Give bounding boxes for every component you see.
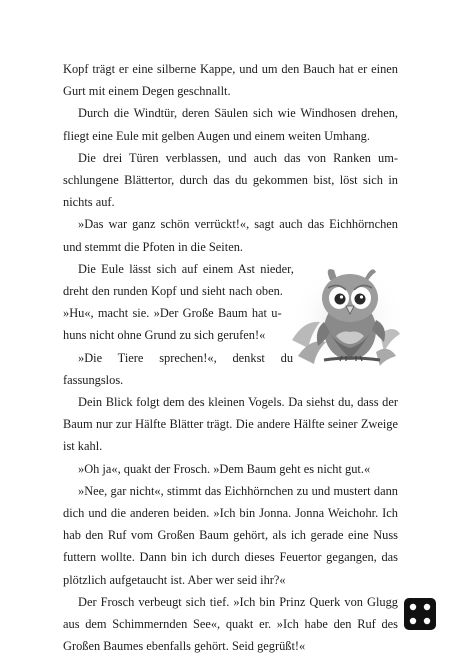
paragraph-2: Durch die Windtür, deren Säulen sich wie Windhosen drehen, fliegt eine Eule mit gelben Augen und einem weiten Umhang. bbox=[63, 106, 398, 143]
paragraph-1: Kopf trägt er eine silberne Kappe, und um den Bauch hat er einen Gurt mit einem Degen geschnallt. bbox=[63, 62, 398, 99]
paragraph-4: »Das war ganz schön verrückt!«, sagt auch das Eichhörnchen und stemmt die Pfoten in die Seiten. bbox=[63, 217, 398, 254]
paragraph-7: Dein Blick folgt dem des kleinen Vogels. Da siehst du, dass der Baum nur zur Hälfte Blätter trägt. Die andere Hälfte seiner Zweige ist kahl. bbox=[63, 395, 398, 454]
dice-four-icon bbox=[403, 597, 437, 631]
paragraph-3: Die drei Türen verblassen, und auch das von Ranken umschlungene Blättertor, durch das du gekommen bist, löst sich in nichts auf. bbox=[63, 150, 398, 210]
paragraph-8: »Oh ja«, quakt der Frosch. »Dem Baum geht es nicht gut.« bbox=[78, 461, 371, 476]
owl-illustration-icon bbox=[284, 260, 402, 370]
story-text bbox=[63, 58, 398, 657]
paragraph-9: »Nee, gar nicht«, stimmt das Eichhörnchen zu und mustert dann dich und die anderen beiden. »Ich bin Jonna. Jonna Weichohr. Ich hab den Ruf vom Großen Baum gehört, als ich gerade eine Nuss futtern wollte. Dann bin ich durch dieses Feuertor gegangen, das plötzlich aufgetaucht ist. Aber wer seid ihr?« bbox=[63, 483, 398, 587]
paragraph-10: Der Frosch verbeugt sich tief. »Ich bin Prinz Querk von Glugg aus dem Schimmernden See«, quakt er. »Ich habe den Ruf des Großen Baumes ebenfalls gehört. Seid gegrüßt!« bbox=[63, 594, 398, 654]
paragraph-5: Die Eule lässt sich auf einem Ast nieder, dreht den runden Kopf und sieht nach oben. »Hu«, macht sie. »Der Große Baum hat uhuns nicht ohne Grund zu sich gerufen!« bbox=[63, 261, 294, 343]
paragraph-6: »Die Tiere sprechen!«, denkst du fassungslos. bbox=[63, 350, 294, 387]
